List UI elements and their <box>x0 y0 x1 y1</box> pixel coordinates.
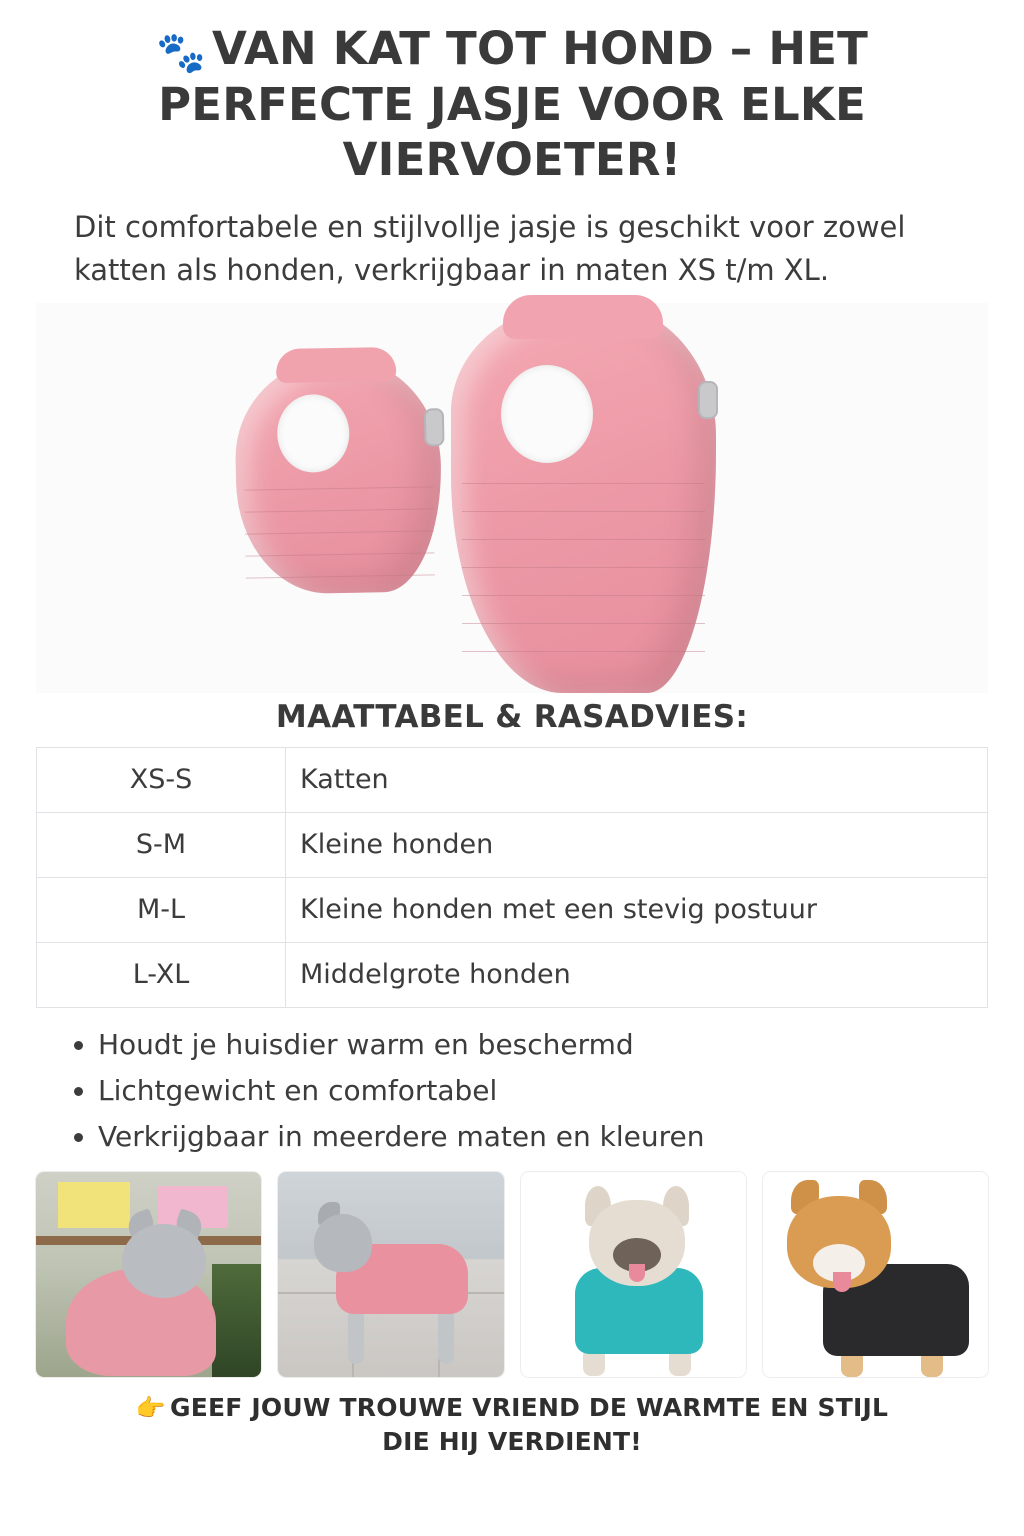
feature-list <box>36 1022 988 1161</box>
size-cell: L-XL <box>37 942 286 1007</box>
paw-icon: 🐾 <box>155 30 206 76</box>
table-row <box>37 812 988 877</box>
jacket-collar <box>503 295 663 339</box>
jacket-collar <box>276 347 397 383</box>
gallery-photo-cat-pink <box>36 1172 261 1377</box>
table-row <box>37 942 988 1007</box>
description-cell: Middelgrote honden <box>286 942 988 1007</box>
pointing-hand-icon: 👉 <box>135 1394 166 1423</box>
photo-gallery <box>36 1172 988 1377</box>
description-cell: Kleine honden met een stevig postuur <box>286 877 988 942</box>
dog-jacket-image <box>451 303 716 693</box>
list-item: • Lichtgewicht en comfortabel <box>98 1068 988 1114</box>
table-row <box>37 877 988 942</box>
size-cell: M-L <box>37 877 286 942</box>
size-table-title: MAATTABEL & RASADVIES: <box>275 698 749 735</box>
cta-line-2: DIE HIJ VERDIENT! <box>382 1426 642 1456</box>
intro-paragraph: Dit comfortabele en stijlvollje jasje is geschikt voor zowel katten als honden, verkrijgbaar in maten XS t/m XL. <box>74 209 906 288</box>
cta-line-1: GEEF JOUW TROUWE VRIEND DE WARMTE EN STIJL <box>169 1393 889 1423</box>
gallery-photo-bulldog-teal <box>521 1172 746 1377</box>
list-item: • Verkrijgbaar in meerdere maten en kleuren <box>98 1114 988 1160</box>
jacket-leg-hole <box>501 365 593 463</box>
page-title <box>36 22 988 188</box>
hero-product-image <box>36 303 988 693</box>
jacket-leg-hole <box>277 393 350 472</box>
gallery-photo-dog-pink <box>278 1172 503 1377</box>
gallery-photo-shiba-black <box>763 1172 988 1377</box>
jacket-clip-icon <box>698 381 718 419</box>
size-cell: S-M <box>37 812 286 877</box>
size-table <box>36 747 988 1008</box>
table-row <box>37 747 988 812</box>
cat-jacket-image <box>234 356 443 595</box>
jacket-clip-icon <box>424 408 445 446</box>
page-title-text: VAN KAT TOT HOND – HET PERFECTE JASJE VOOR ELKE VIERVOETER! <box>158 22 869 186</box>
description-cell: Katten <box>286 747 988 812</box>
description-cell: Kleine honden <box>286 812 988 877</box>
list-item: • Houdt je huisdier warm en beschermd <box>98 1022 988 1068</box>
call-to-action <box>36 1391 988 1459</box>
size-cell: XS-S <box>37 747 286 812</box>
